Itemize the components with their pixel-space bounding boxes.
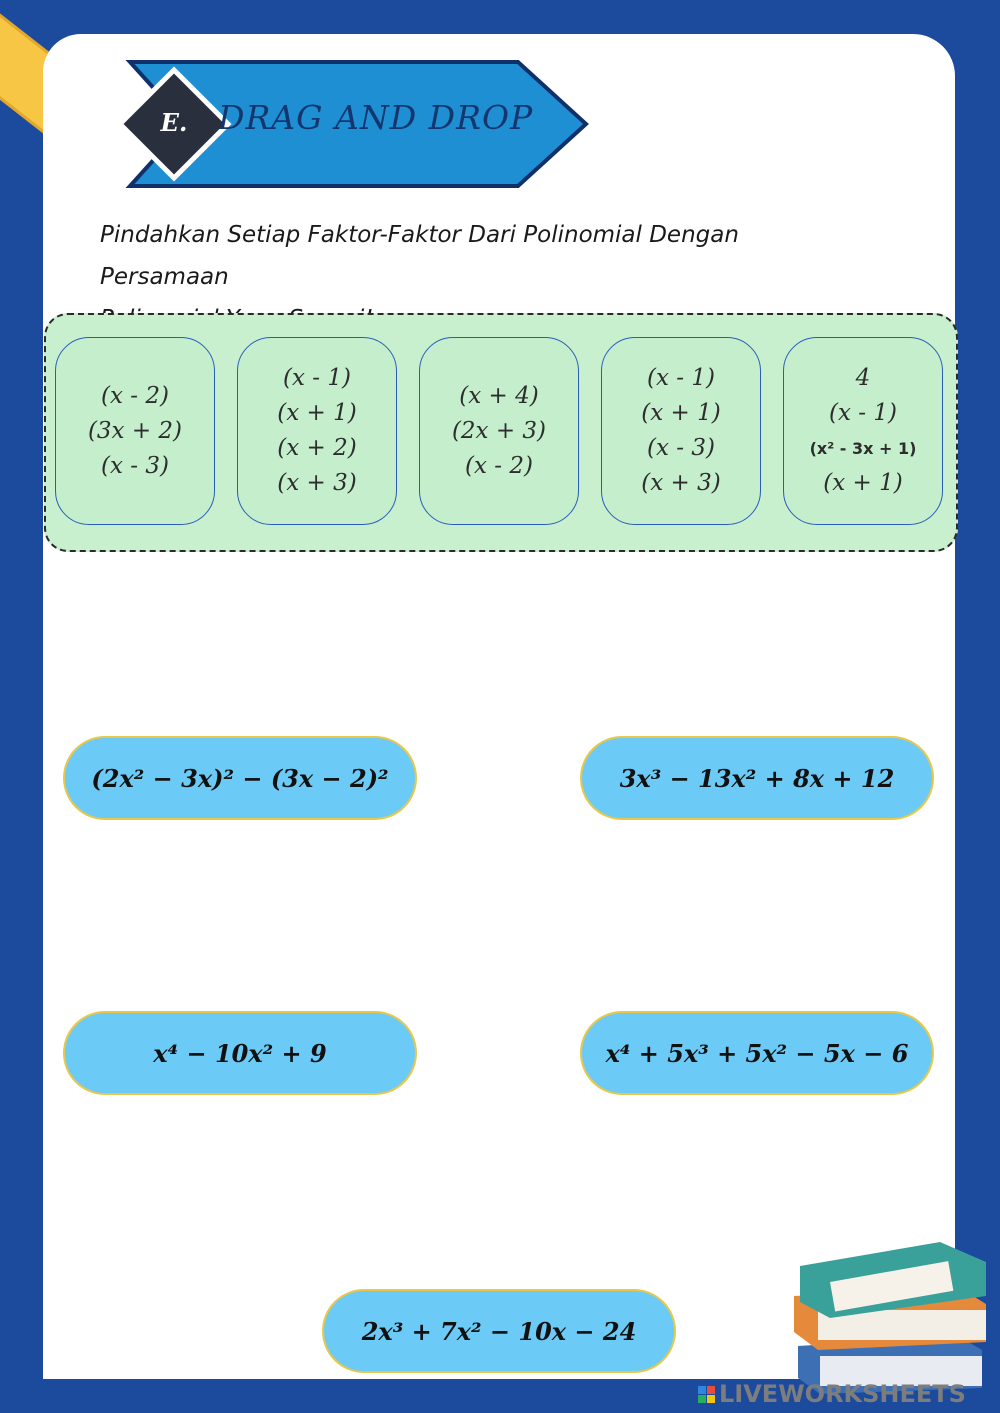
factor-line: (3x + 2) (87, 417, 183, 444)
factor-line: (x - 3) (101, 452, 169, 479)
drop-target[interactable]: (2x² − 3x)² − (3x − 2)² (63, 736, 417, 820)
watermark-text: LIVEWORKSHEETS (719, 1380, 966, 1408)
factor-line: (x + 1) (277, 400, 357, 426)
factor-card[interactable] (55, 337, 215, 525)
drop-target[interactable]: x⁴ − 10x² + 9 (63, 1011, 417, 1095)
factor-line: (x - 1) (647, 365, 715, 391)
factor-line: (x + 1) (823, 470, 903, 496)
factor-line: (x² - 3x + 1) (809, 439, 917, 458)
section-banner (110, 58, 590, 190)
factor-line: (x + 2) (277, 435, 357, 461)
factor-card[interactable] (419, 337, 579, 525)
factor-line: (x - 2) (465, 452, 533, 479)
drop-target[interactable]: 2x³ + 7x² − 10x − 24 (322, 1289, 676, 1373)
factor-line: (x + 4) (459, 382, 539, 409)
factor-line: (x - 2) (101, 382, 169, 409)
page-title: DRAG AND DROP (218, 98, 534, 137)
factor-line: (x + 3) (641, 470, 721, 496)
books-icon (790, 1238, 990, 1398)
factor-line: 4 (855, 365, 871, 391)
drop-target[interactable]: x⁴ + 5x³ + 5x² − 5x − 6 (580, 1011, 934, 1095)
factor-card[interactable] (783, 337, 943, 525)
factor-line: (2x + 3) (451, 417, 547, 444)
factor-card[interactable] (601, 337, 761, 525)
liveworksheets-watermark (698, 1380, 998, 1408)
factor-card[interactable] (237, 337, 397, 525)
instruction-line-1: Pindahkan Setiap Faktor-Faktor Dari Polinomial Dengan Persamaan (100, 222, 739, 290)
factor-line: (x + 3) (277, 470, 357, 496)
liveworksheets-logo-icon (698, 1386, 715, 1403)
section-letter: E. (160, 108, 188, 137)
factor-line: (x - 3) (647, 435, 715, 461)
books-illustration (790, 1238, 990, 1398)
factor-line: (x + 1) (641, 400, 721, 426)
factor-line: (x - 1) (829, 400, 897, 426)
drop-target[interactable]: 3x³ − 13x² + 8x + 12 (580, 736, 934, 820)
factor-line: (x - 1) (283, 365, 351, 391)
